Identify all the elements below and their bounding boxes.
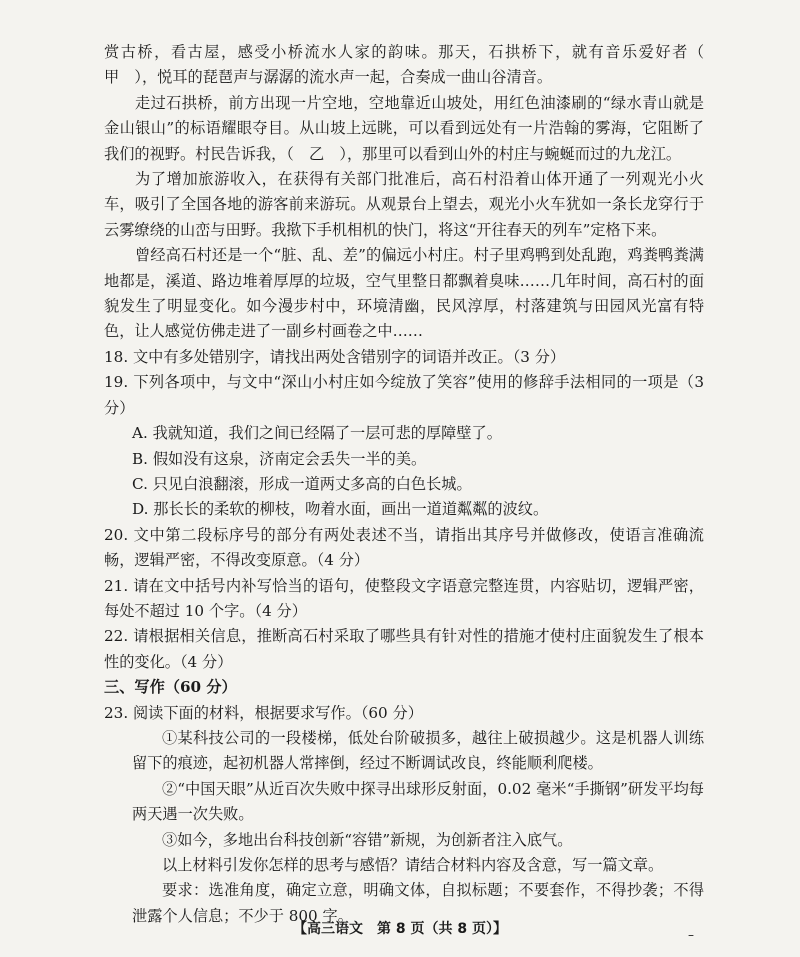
question-item-11: 23. 阅读下面的材料，根据要求写作。（60 分） xyxy=(104,703,423,722)
question-item-3: A. 我就知道，我们之间已经隔了一层可悲的厚障壁了。 xyxy=(132,424,502,443)
question-item-16: 要求：选准角度，确定立意，明确文体，自拟标题；不要套作，不得抄袭；不得泄露个人信息；不少于 800 字。 xyxy=(132,881,704,925)
question-item-15: 以上材料引发你怎样的思考与感悟？请结合材料内容及含意，写一篇文章。 xyxy=(162,856,664,874)
passage-paragraph-1: 赏古桥，看古屋，感受小桥流水人家的韵味。那天，石拱桥下，就有音乐爱好者（ 甲 ），悦耳的琵琶声与潺潺的流水声一起，合奏成一曲山谷清音。 xyxy=(104,43,720,87)
passage-paragraph-4: 曾经高石村还是一个“脏、乱、差”的偏远小村庄。村子里鸡鸭到处乱跑，鸡粪鸭粪满地都是，溪道、路边堆着厚厚的垃圾，空气里整日都飘着臭味……几年时间，高石村的面貌发生了明显变化。如今漫步村中，环境清幽，民风淳厚，村落建筑与田园风光富有特色，让人感觉仿佛走进了一副乡村画卷之中…… xyxy=(104,246,704,341)
question-item-7: 20. 文中第二段标序号的部分有两处表述不当，请指出其序号并做修改，使语言准确流畅，逻辑严密，不得改变原意。（4 分） xyxy=(104,525,704,570)
question-item-9: 22. 请根据相关信息，推断高石村采取了哪些具有针对性的措施才使村庄面貌发生了根本性的变化。（4 分） xyxy=(104,627,704,671)
reading-passage xyxy=(104,40,720,345)
question-item-5: C. 只见白浪翻滚，形成一道两丈多高的白色长城。 xyxy=(132,474,472,493)
question-item-4: B. 假如没有这泉，济南定会丢失一半的美。 xyxy=(132,449,427,468)
question-item-8: 21. 请在文中括号内补写恰当的语句，使整段文字语意完整连贯，内容贴切，逻辑严密，每处不超过 10 个字。（4 分） xyxy=(104,576,704,620)
footer-mark: – xyxy=(688,928,694,942)
question-item-13: ②“中国天眼”从近百次失败中探寻出球形反射面，0.02 毫米“手撕钢”研发平均每两天遇一次失败。 xyxy=(132,779,704,824)
page-footer: 【高三语文 第 8 页（共 8 页）】 xyxy=(293,921,507,937)
question-item-2: 19. 下列各项中，与文中“深山小村庄如今绽放了笑容”使用的修辞手法相同的一项是（3 分） xyxy=(104,373,704,417)
question-item-6: D. 那长长的柔软的柳枝，吻着水面，画出一道道粼粼的波纹。 xyxy=(132,500,549,519)
passage-paragraph-3: 为了增加旅游收入，在获得有关部门批准后，高石村沿着山体开通了一列观光小火车，吸引了全国各地的游客前来游玩。从观景台上望去，观光小火车犹如一条长龙穿行于云雾缭绕的山峦与田野。我揿下手机相机的快门，将这“开往春天的列车”定格下来。 xyxy=(104,170,704,239)
question-item-1: 18. 文中有多处错别字，请找出两处含错别字的词语并改正。（3 分） xyxy=(104,347,566,366)
question-list xyxy=(104,345,704,929)
question-item-14: ③如今，多地出台科技创新“容错”新规，为创新者注入底气。 xyxy=(162,830,573,849)
question-item-10: 三、写作（60 分） xyxy=(104,678,237,697)
question-item-12: ①某科技公司的一段楼梯，低处台阶破损多，越往上破损越少。这是机器人训练留下的痕迹，起初机器人常摔倒，经过不断调试改良，终能顺利爬楼。 xyxy=(132,728,704,773)
passage-paragraph-2: 走过石拱桥，前方出现一片空地，空地靠近山坡处，用红色油漆刷的“绿水青山就是金山银山”的标语耀眼夺目。从山坡上远眺，可以看到远处有一片浩翰的雾海，它阻断了我们的视野。村民告诉我，（ 乙 ），那里可以看到山外的村庄与蜿蜒而过的九龙江。 xyxy=(104,93,704,163)
